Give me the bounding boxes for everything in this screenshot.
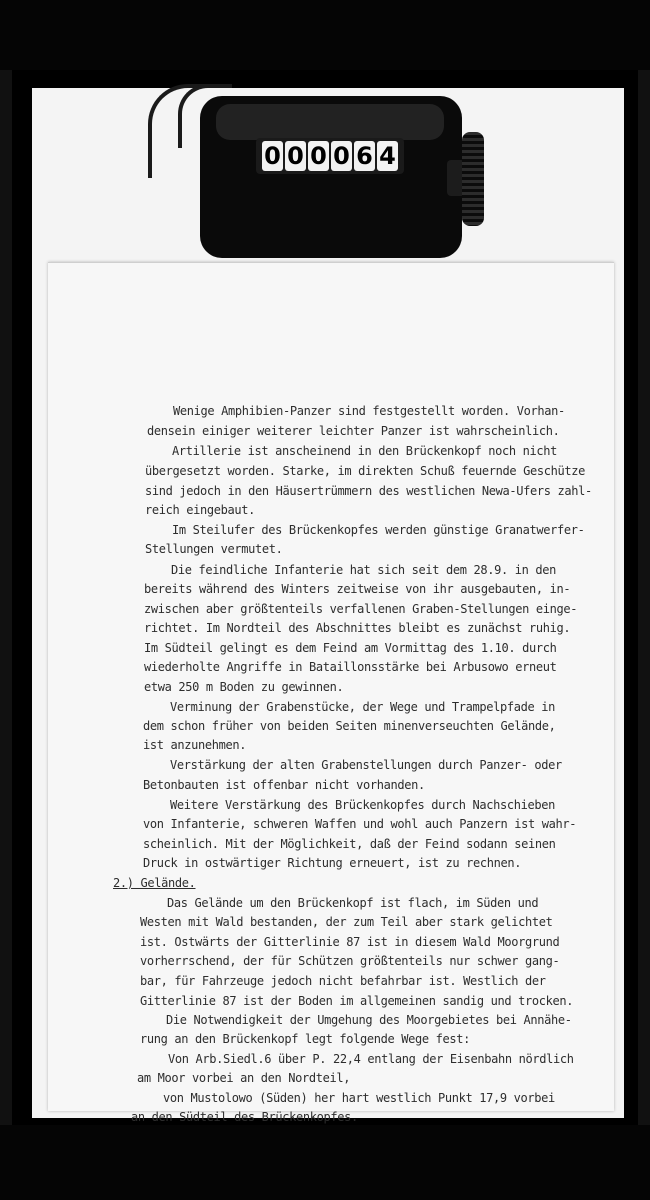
text-line: Weitere Verstärkung des Brückenkopfes durch Nachschieben bbox=[170, 798, 555, 812]
text-line: Im Südteil gelingt es dem Feind am Vormittag des 1.10. durch bbox=[144, 641, 557, 655]
counter-digit: 4 bbox=[377, 141, 398, 171]
text-line: zwischen aber größtenteils verfallenen Graben-Stellungen einge- bbox=[144, 602, 578, 616]
text-line: Betonbauten ist offenbar nicht vorhanden. bbox=[143, 778, 425, 792]
text-line: dem schon früher von beiden Seiten minenverseuchten Gelände, bbox=[143, 719, 556, 733]
text-line: richtet. Im Nordteil des Abschnittes bleibt es zunächst ruhig. bbox=[144, 621, 571, 635]
text-line: Wenige Amphibien-Panzer sind festgestellt worden. Vorhan- bbox=[173, 404, 565, 418]
text-line: Druck in ostwärtiger Richtung erneuert, ist zu rechnen. bbox=[143, 856, 522, 870]
text-line: Die Notwendigkeit der Umgehung des Moorgebietes bei Annähe- bbox=[166, 1013, 572, 1027]
counter-digit: 0 bbox=[308, 141, 329, 171]
text-line: rung an den Brückenkopf legt folgende Wege fest: bbox=[140, 1032, 470, 1046]
counter-digit: 0 bbox=[331, 141, 352, 171]
section-heading: 2.) Gelände. bbox=[113, 876, 196, 890]
text-line: Die feindliche Infanterie hat sich seit dem 28.9. in den bbox=[171, 563, 556, 577]
text-line: Artillerie ist anscheinend in den Brückenkopf noch nicht bbox=[172, 444, 557, 458]
text-line: an den Südteil des Brückenkopfes. bbox=[131, 1110, 358, 1124]
text-line: densein einiger weiterer leichter Panzer ist wahrscheinlich. bbox=[147, 424, 560, 438]
text-line: reich eingebaut. bbox=[145, 503, 255, 517]
text-line: scheinlich. Mit der Möglichkeit, daß der Feind sodann seinen bbox=[143, 837, 556, 851]
text-line: Im Steilufer des Brückenkopfes werden günstige Granatwerfer- bbox=[172, 523, 585, 537]
text-line: ist. Ostwärts der Gitterlinie 87 ist in diesem Wald Moorgrund bbox=[140, 935, 560, 949]
text-line: vorherrschend, der für Schützen größtenteils nur schwer gang- bbox=[140, 954, 560, 968]
text-line: ist anzunehmen. bbox=[143, 738, 247, 752]
counter-digit: 0 bbox=[262, 141, 283, 171]
film-frame-bottom bbox=[0, 1125, 650, 1200]
text-line: von Mustolowo (Süden) her hart westlich Punkt 17,9 vorbei bbox=[163, 1091, 555, 1105]
text-line: bereits während des Winters zeitweise von ihr ausgebauten, in- bbox=[144, 582, 571, 596]
text-line: etwa 250 m Boden zu gewinnen. bbox=[144, 680, 344, 694]
text-line: Westen mit Wald bestanden, der zum Teil aber stark gelichtet bbox=[140, 915, 553, 929]
text-line: Das Gelände um den Brückenkopf ist flach, im Süden und bbox=[167, 896, 539, 910]
text-line: von Infanterie, schweren Waffen und wohl auch Panzern ist wahr- bbox=[143, 817, 577, 831]
counter-digit: 6 bbox=[354, 141, 375, 171]
text-line: am Moor vorbei an den Nordteil, bbox=[137, 1071, 351, 1085]
text-line: übergesetzt worden. Starke, im direkten Schuß feuernde Geschütze bbox=[145, 464, 585, 478]
text-line: Verstärkung der alten Grabenstellungen durch Panzer- oder bbox=[170, 758, 562, 772]
text-line: Stellungen vermutet. bbox=[145, 542, 283, 556]
text-line: Von Arb.Siedl.6 über P. 22,4 entlang der Eisenbahn nördlich bbox=[168, 1052, 574, 1066]
text-line: bar, für Fahrzeuge jedoch nicht befahrbar ist. Westlich der bbox=[140, 974, 546, 988]
text-line: sind jedoch in den Häusertrümmern des westlichen Newa-Ufers zahl- bbox=[145, 484, 592, 498]
text-line: Verminung der Grabenstücke, der Wege und Trampelpfade in bbox=[170, 700, 555, 714]
counter-digit: 0 bbox=[285, 141, 306, 171]
text-line: Gitterlinie 87 ist der Boden im allgemeinen sandig und trocken. bbox=[140, 994, 574, 1008]
text-line: wiederholte Angriffe in Bataillonsstärke bei Arbusowo erneut bbox=[144, 660, 557, 674]
